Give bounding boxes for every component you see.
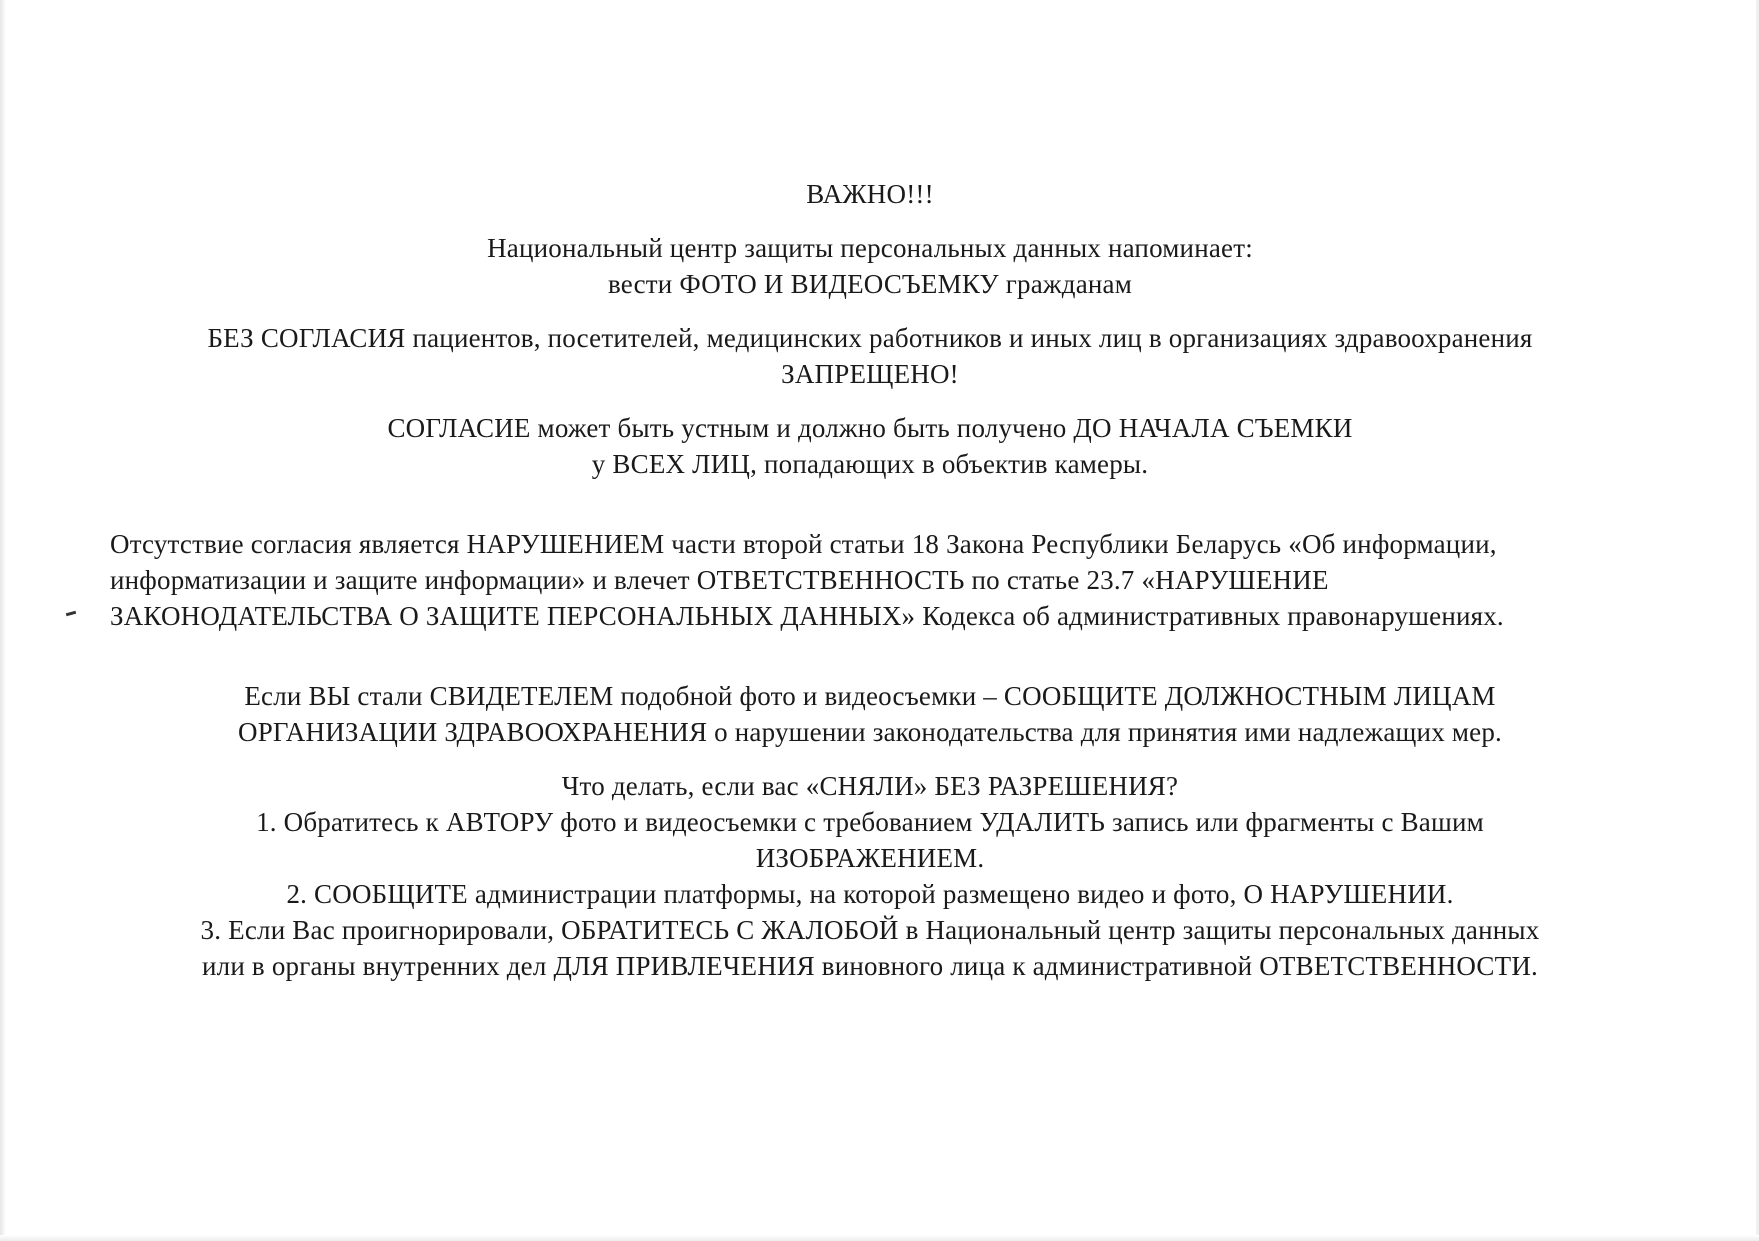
consent-line: у ВСЕХ ЛИЦ, попадающих в объектив камеры. [591, 449, 1149, 479]
prohibition-line: БЕЗ СОГЛАСИЯ пациентов, посетителей, медицинских работников и иных лиц в организациях здравоохранения [207, 323, 1533, 353]
prohibition-paragraph [110, 320, 1630, 392]
violation-paragraph [110, 526, 1630, 634]
scan-mark [66, 611, 76, 616]
prohibition-line: ЗАПРЕЩЕНО! [781, 359, 959, 389]
instruction-step-3: 3. Если Вас проигнорировали, ОБРАТИТЕСЬ С ЖАЛОБОЙ в Национальный центр защиты персональных данных [200, 915, 1540, 945]
violation-line: ЗАКОНОДАТЕЛЬСТВА О ЗАЩИТЕ ПЕРСОНАЛЬНЫХ ДАННЫХ» Кодекса об административных правонарушениях. [110, 601, 1504, 631]
notice-title: ВАЖНО!!! [806, 179, 934, 209]
witness-line: Если ВЫ стали СВИДЕТЕЛЕМ подобной фото и видеосъемки – СООБЩИТЕ ДОЛЖНОСТНЫМ ЛИЦАМ [244, 681, 1496, 711]
instruction-step-1: 1. Обратитесь к АВТОРУ фото и видеосъемки с требованием УДАЛИТЬ запись или фрагменты с Вашим [256, 807, 1484, 837]
intro-line: вести ФОТО И ВИДЕОСЪЕМКУ гражданам [607, 269, 1133, 299]
instructions-section [110, 768, 1630, 984]
scan-edge-bottom [0, 1235, 1759, 1241]
instruction-step-3-cont: или в органы внутренних дел ДЛЯ ПРИВЛЕЧЕНИЯ виновного лица к административной ОТВЕТСТВЕННОСТИ. [202, 951, 1538, 981]
consent-line: СОГЛАСИЕ может быть устным и должно быть получено ДО НАЧАЛА СЪЕМКИ [387, 413, 1353, 443]
intro-paragraph [110, 230, 1630, 302]
violation-line: Отсутствие согласия является НАРУШЕНИЕМ части второй статьи 18 Закона Республики Беларусь «Об информации, [110, 529, 1497, 559]
intro-line: Национальный центр защиты персональных данных напоминает: [487, 233, 1253, 263]
instruction-step-1-cont: ИЗОБРАЖЕНИЕМ. [755, 843, 985, 873]
instruction-step-2: 2. СООБЩИТЕ администрации платформы, на которой размещено видео и фото, О НАРУШЕНИИ. [286, 879, 1454, 909]
witness-paragraph [110, 678, 1630, 750]
witness-line: ОРГАНИЗАЦИИ ЗДРАВООХРАНЕНИЯ о нарушении законодательства для принятия ими надлежащих мер. [238, 717, 1502, 747]
scan-edge-left [0, 0, 6, 1241]
consent-paragraph [110, 410, 1630, 482]
notice-document [110, 176, 1630, 984]
violation-line: информатизации и защите информации» и влечет ОТВЕТСТВЕННОСТЬ по статье 23.7 «НАРУШЕНИЕ [110, 565, 1329, 595]
instructions-question: Что делать, если вас «СНЯЛИ» БЕЗ РАЗРЕШЕНИЯ? [561, 771, 1179, 801]
